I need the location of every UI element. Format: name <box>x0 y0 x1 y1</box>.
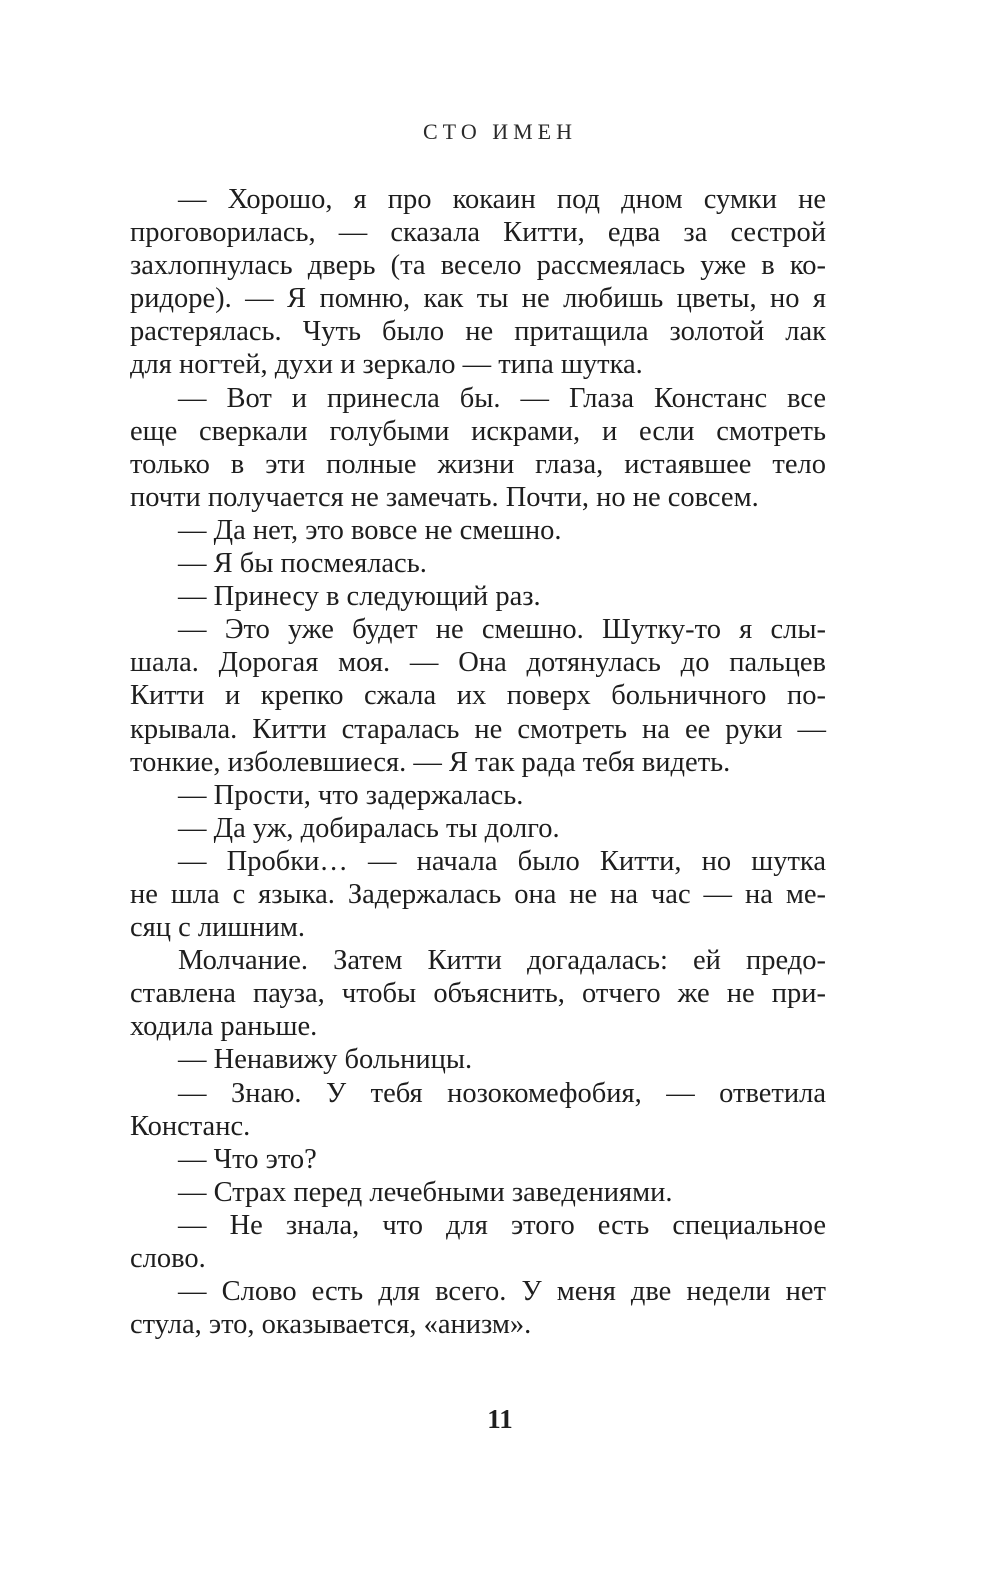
text-line: — Я бы посмеялась. <box>178 548 427 580</box>
text-line: только в эти полные жизни глаза, истаявшее тело <box>130 448 826 480</box>
text-line: Молчание. Затем Китти догадалась: ей предо- <box>178 945 826 977</box>
text-line: — Это уже будет не смешно. Шутку-то я слы- <box>178 614 826 646</box>
body-text <box>130 183 826 1341</box>
text-line: еще сверкали голубыми искрами, и если смотреть <box>130 415 826 447</box>
page-number: 11 <box>487 1404 513 1434</box>
text-line: — Знаю. У тебя нозокомефобия, — ответила <box>178 1077 826 1109</box>
text-line: крывала. Китти старалась не смотреть на ее руки — <box>130 713 826 745</box>
text-line: — Слово есть для всего. У меня две недели нет <box>178 1276 826 1308</box>
text-line: шала. Дорогая моя. — Она дотянулась до пальцев <box>130 647 826 679</box>
text-line: — Ненавижу больницы. <box>178 1044 473 1076</box>
text-line: — Не знала, что для этого есть специальное <box>178 1209 826 1241</box>
text-line: — Принесу в следующий раз. <box>178 581 541 613</box>
text-line: ставлена пауза, чтобы объяснить, отчего же не при- <box>130 978 826 1010</box>
text-line: — Да нет, это вовсе не смешно. <box>178 514 562 546</box>
text-line: ридоре). — Я помню, как ты не любишь цветы, но я <box>130 283 826 315</box>
text-line: растерялась. Чуть было не притащила золотой лак <box>130 316 826 348</box>
text-line: — Страх перед лечебными заведениями. <box>178 1176 673 1208</box>
text-line: — Прости, что задержалась. <box>178 779 524 811</box>
text-line: для ногтей, духи и зеркало — типа шутка. <box>130 349 643 381</box>
text-line: сяц с лишним. <box>130 912 305 944</box>
text-line: — Да уж, добиралась ты долго. <box>178 812 560 844</box>
text-line: — Хорошо, я про кокаин под дном сумки не <box>178 184 826 215</box>
text-line: проговорилась, — сказала Китти, едва за сестрой <box>130 217 826 249</box>
text-line: почти получается не замечать. Почти, но не совсем. <box>130 481 759 513</box>
text-line: Китти и крепко сжала их поверх больничного по- <box>130 680 826 712</box>
text-line: стула, это, оказывается, «анизм». <box>130 1309 532 1341</box>
running-head: СТО ИМЕН <box>423 119 577 144</box>
text-line: слово. <box>130 1243 206 1274</box>
text-line: Констанс. <box>130 1110 251 1142</box>
text-line: захлопнулась дверь (та весело рассмеялась уже в ко- <box>130 250 826 282</box>
text-line: — Вот и принесла бы. — Глаза Констанс все <box>178 382 826 414</box>
text-line: тонкие, изболевшиеся. — Я так рада тебя видеть. <box>130 746 731 778</box>
text-line: — Пробки… — начала было Китти, но шутка <box>178 845 826 877</box>
text-line: — Что это? <box>178 1143 317 1175</box>
text-line: не шла с языка. Задержалась она не на час — на ме- <box>130 878 826 910</box>
text-line: ходила раньше. <box>130 1011 318 1043</box>
